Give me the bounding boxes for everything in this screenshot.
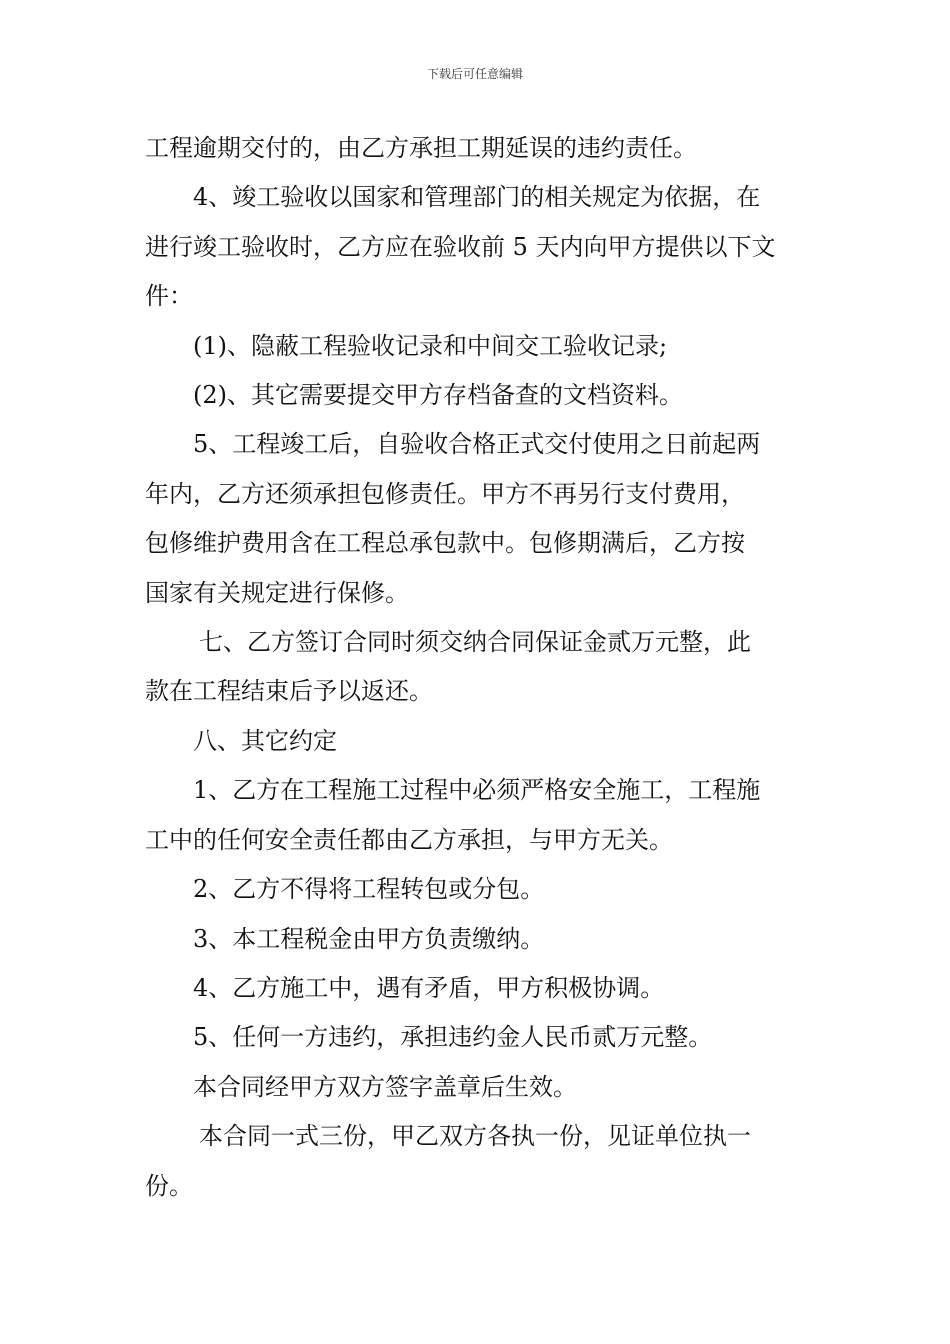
- text-line-22: 份。: [145, 1171, 193, 1200]
- text-line-10: 国家有关规定进行保修。: [145, 578, 409, 607]
- text-line-9: 包修维护费用含在工程总承包款中。包修期满后，乙方按: [145, 529, 745, 558]
- text-line-14: 1、乙方在工程施工过程中必须严格安全施工，工程施: [193, 776, 761, 805]
- text-line-1: 工程逾期交付的，由乙方承担工期延误的违约责任。: [145, 134, 697, 162]
- text-line-17: 3、本工程税金由甲方负责缴纳。: [193, 924, 545, 953]
- text-line-12: 款在工程结束后予以返还。: [145, 677, 433, 706]
- text-line-18: 4、乙方施工中，遇有矛盾，甲方积极协调。: [193, 973, 665, 1002]
- text-line-11: 七、乙方签订合同时须交纳合同保证金贰万元整，此: [199, 628, 751, 657]
- text-line-13: 八、其它约定: [193, 726, 337, 755]
- text-line-20: 本合同经甲方双方签字盖章后生效。: [193, 1072, 577, 1101]
- text-line-21: 本合同一式三份，甲乙双方各执一份，见证单位执一: [199, 1122, 751, 1151]
- text-line-4: 件：: [145, 282, 193, 311]
- text-line-5: (1)、隐蔽工程验收记录和中间交工验收记录;: [193, 331, 668, 360]
- text-line-15: 工中的任何安全责任都由乙方承担，与甲方无关。: [145, 825, 673, 854]
- text-line-19: 5、任何一方违约，承担违约金人民币贰万元整。: [193, 1023, 713, 1052]
- text-line-16: 2、乙方不得将工程转包或分包。: [193, 875, 545, 904]
- text-line-2: 4、竣工验收以国家和管理部门的相关规定为依据，在: [193, 183, 761, 212]
- text-line-7: 5、工程竣工后，自验收合格正式交付使用之日前起两: [193, 430, 761, 459]
- text-line-6: (2)、其它需要提交甲方存档备查的文档资料。: [193, 381, 683, 410]
- contract-body: [145, 124, 807, 1211]
- text-line-8: 年内，乙方还须承担包修责任。甲方不再另行支付费用，: [145, 479, 745, 508]
- download-editable-note: 下载后可任意编辑: [426, 67, 523, 81]
- text-line-3: 进行竣工验收时，乙方应在验收前 5 天内向甲方提供以下文: [145, 232, 776, 261]
